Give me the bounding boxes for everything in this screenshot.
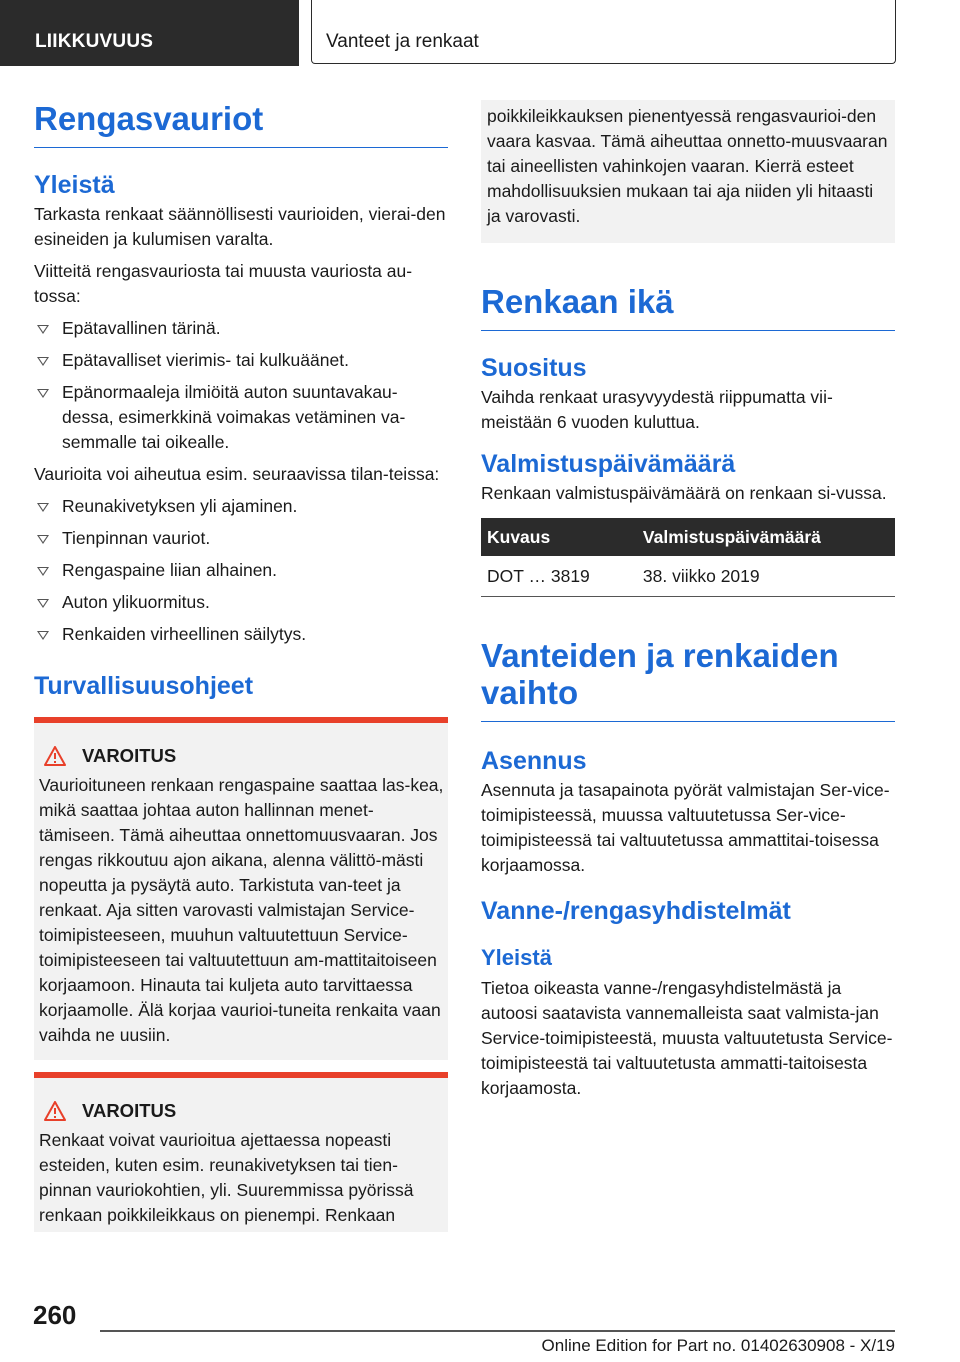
warning-text-2: Renkaat voivat vaurioitua ajettaessa nopeasti esteiden, kuten esim. reunakivetyksen tai tien-pinnan vauriokohtien, yli. Suuremmissa pyörissä renkaan poikkileikkaus on pienempi. Renkaan [39, 1130, 414, 1225]
table-row [481, 556, 895, 597]
table-cell: DOT … 3819 [481, 556, 637, 597]
warning-box-2 [34, 1072, 448, 1232]
heading-recommendation: Suositus [481, 354, 587, 382]
warning-title: VAROITUS [44, 1098, 448, 1124]
warning-box-2-continued: poikkileikkauksen pienentyessä rengasvaurioi-den vaara kasvaa. Tämä aiheuttaa onnetto-muusvaaran tai aineellisten vahinkojen vaaran. Kierrä esteet mahdollisuuksien mukaan tai aja niiden yli hitaasti ja varovasti. [481, 100, 895, 243]
general-paragraph-2: Viitteitä rengasvauriosta tai muusta vauriosta au-tossa: [34, 261, 413, 306]
title-rengasvauriot: Rengasvauriot [34, 100, 448, 148]
chapter-tab: Vanteet ja renkaat [311, 0, 896, 64]
table-cell: 38. viikko 2019 [637, 556, 895, 597]
list-item: Rengaspaine liian alhainen. [34, 558, 448, 583]
heading-general: Yleistä [34, 171, 115, 199]
heading-installation: Asennus [481, 747, 587, 775]
page-header [0, 0, 960, 66]
causes-list [34, 494, 448, 647]
warning-title: VAROITUS [44, 743, 448, 769]
table-header: Valmistuspäivämäärä [637, 518, 895, 556]
footer-divider [100, 1330, 895, 1332]
subheading-general: Yleistä [481, 945, 552, 970]
triangle-bullet-icon [37, 599, 49, 608]
edition-note: Online Edition for Part no. 01402630908 - X/19 [541, 1336, 895, 1355]
heading-combinations: Vanne-/rengasyhdistelmät [481, 897, 791, 925]
list-item: Reunakivetyksen yli ajaminen. [34, 494, 448, 519]
title-tire-age: Renkaan ikä [481, 283, 895, 331]
right-column [481, 100, 895, 1101]
section-tab: LIIKKUVUUS [0, 0, 299, 66]
heading-safety: Turvallisuusohjeet [34, 672, 254, 700]
list-item: Tienpinnan vauriot. [34, 526, 448, 551]
manufacture-date-text: Renkaan valmistuspäivämäärä on renkaan si-vussa. [481, 483, 887, 503]
warning-triangle-icon [44, 1101, 66, 1121]
triangle-bullet-icon [37, 357, 49, 366]
heading-manufacture-date: Valmistuspäivämäärä [481, 450, 736, 478]
warning-text-1: Vaurioituneen renkaan rengaspaine saattaa las-kea, mikä saattaa johtaa auton hallinnan menet-tämiseen. Tämä aiheuttaa onnettomuusvaaran. Jos rengas rikkoutuu ajon aikana, alenna välittö-mästi nopeutta ja pysäytä auto. Tarkistuta van-teet ja renkaat. Aja sitten varovasti valmistajan Service-toimipisteeseen, muuhun valtuutettuun Service-toimipisteeseen tai valtuutettuun am-mattitaitoiseen korjaamoon. Hinauta tai kuljeta auto tarvittaessa korjaamolle. Älä korjaa vaurioi-tuneita renkaita vaan vaihda ne uusiin. [39, 775, 444, 1045]
installation-text: Asennuta ja tasapainota pyörät valmistajan Ser-vice-toimipisteessä, muussa valtuutetussa Ser-vice-toimipisteessä tai valtuutetussa ammattitai-toisessa korjaamossa. [481, 780, 890, 875]
list-item: Epätavallinen tärinä. [34, 316, 448, 341]
triangle-bullet-icon [37, 325, 49, 334]
warning-triangle-icon [44, 746, 66, 766]
triangle-bullet-icon [37, 567, 49, 576]
title-wheel-change: Vanteiden ja renkaiden vaihto [481, 637, 895, 722]
signs-list [34, 316, 448, 455]
table-header-row [481, 518, 895, 556]
page-number: 260 [33, 1300, 77, 1330]
general-paragraph-1: Tarkasta renkaat säännöllisesti vaurioiden, vierai-den esineiden ja kulumisen varalta. [34, 204, 446, 249]
combinations-text: Tietoa oikeasta vanne-/rengasyhdistelmästä ja autoosi saatavista vannemalleista saat valmista-jan Service-toimipisteestä, muusta valtuutetusta Service-toimipisteestä tai valtuutetusta ammatti-taitoisesta korjaamosta. [481, 978, 893, 1098]
list-item: Auton ylikuormitus. [34, 590, 448, 615]
list-item: Renkaiden virheellinen säilytys. [34, 622, 448, 647]
triangle-bullet-icon [37, 389, 49, 398]
table-header: Kuvaus [481, 518, 637, 556]
warning-box-1 [34, 717, 448, 1060]
causes-intro: Vaurioita voi aiheutua esim. seuraavissa tilan-teissa: [34, 464, 440, 484]
list-item: Epätavalliset vierimis- tai kulkuäänet. [34, 348, 448, 373]
triangle-bullet-icon [37, 631, 49, 640]
triangle-bullet-icon [37, 503, 49, 512]
left-column [34, 100, 448, 1232]
recommendation-text: Vaihda renkaat urasyvyydestä riippumatta vii-meistään 6 vuoden kuluttua. [481, 387, 833, 432]
manufacture-date-table [481, 518, 895, 597]
list-item: Epänormaaleja ilmiöitä auton suuntavakau-dessa, esimerkkinä voimakas vetäminen va-semmalle tai oikealle. [34, 380, 448, 455]
triangle-bullet-icon [37, 535, 49, 544]
